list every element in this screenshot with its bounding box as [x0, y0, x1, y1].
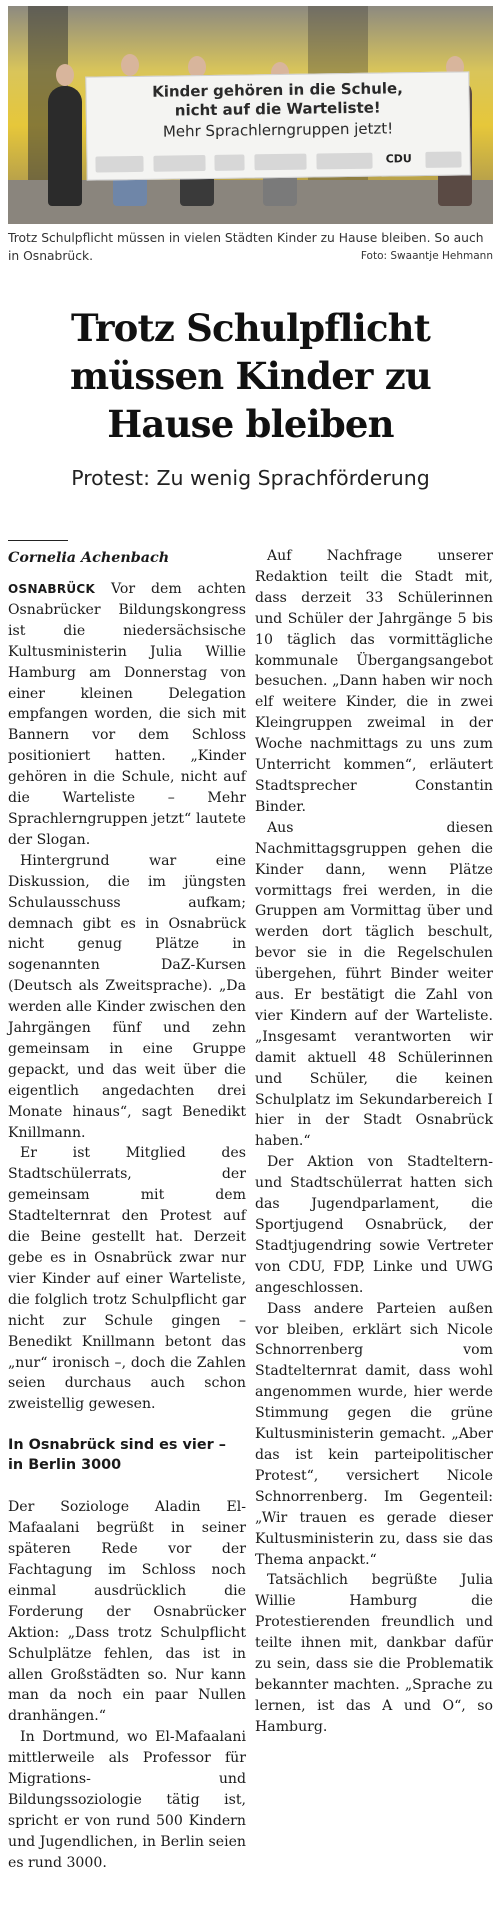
headline-line: Hause bleiben [107, 402, 394, 446]
paragraph: Hintergrund war eine Diskussion, die im jüngsten Schulausschuss aufkam; demnach gibt es in Osnabrück nicht genug Plätze in sogenannten DaZ-Kursen (Deutsch als Zweitsprache). „Da werden alle Kinder zwischen den Jahrgängen fünf und zehn gemeinsam in eine Gruppe gepackt, und das weit über die eigentlich angedachten drei Monate hinaus“, sagt Benedikt Knillmann. [8, 852, 246, 1141]
paragraph: In Dortmund, wo El-Mafaalani mittlerweile als Professor für Migrations- und Bildungssoziologie tätig ist, spricht er von rund 500 Kindern und Jugendlichen, in Berlin seien es rund 3000. [8, 1729, 246, 1871]
sponsor-logo [95, 156, 143, 173]
photo-caption [8, 229, 493, 265]
banner-logos [95, 148, 461, 175]
author-rule [8, 540, 68, 541]
cdu-logo: CDU [385, 152, 412, 166]
dateline: OSNABRÜCK [8, 582, 96, 596]
banner-line-1: Kinder gehören in die Schule, [152, 79, 403, 101]
protest-banner [85, 71, 470, 180]
qr-code-icon [215, 154, 245, 170]
paragraph: Tatsächlich begrüßte Julia Willie Hamburg die Protestierenden freundlich und teilte ihnen mit, dankbar dafür zu sein, dass sie die Problematik bekannter machten. „Sprache zu lernen, ist das A und O“, so Hamburg. [255, 1572, 493, 1735]
paragraph-text: Vor dem achten Osnabrücker Bildungskongress ist die niedersächsische Kultusministerin Julia Willie Hamburg am Donnerstag von einer kleinen Delegation empfangen worden, die sich mit Bannern vor dem Schloss positioniert hatten. „Kinder gehören in die Schule, nicht auf die Warteliste – Mehr Sprachlerngruppen jetzt“ lautete der Slogan. [8, 581, 247, 848]
paragraph [8, 579, 246, 851]
author-byline: Cornelia Achenbach [8, 550, 170, 566]
paragraph: Der Aktion von Stadteltern- und Stadtschülerrat hatten sich das Jugendparlament, die Sportjugend Osnabrück, der Stadtjugendring sowie Vertreter von CDU, FDP, Linke und UWG angeschlossen. [255, 1154, 493, 1296]
sponsor-logo [316, 153, 372, 170]
paragraph: Der Soziologe Aladin El-Mafaalani begrüßt in seiner späteren Rede vor der Fachtagung im Schloss noch einmal ausdrücklich die Forderung der Osnabrücker Aktion: „Dass trotz Schulpflicht Schulplätze fehlen, das ist in allen Großstädten so. Nur kann man da noch ein paar Nullen dranhängen.“ [8, 1499, 246, 1725]
subheading: In Osnabrück sind es vier – in Berlin 3000 [8, 1437, 226, 1474]
article-column-left [8, 540, 246, 1874]
photo-credit: Foto: Swaantje Hehmann [360, 250, 493, 262]
headline [0, 304, 501, 448]
paragraph: Er ist Mitglied des Stadtschülerrats, der gemeinsam mit dem Stadtelternrat den Protest auf die Beine gestellt hat. Derzeit gebe es in Osnabrück zwar nur vier Kinder auf einer Warteliste, die folglich trotz Schulpflicht gar nicht zur Schule gingen – Benedikt Knillmann betont das „nur“ ironisch –, doch die Zahlen seien durchaus auch schon zweistellig gewesen. [8, 1145, 246, 1413]
article-photo [8, 6, 493, 224]
headline-line: Trotz Schulpflicht [70, 306, 431, 350]
sponsor-logo [254, 154, 306, 171]
paragraph: Aus diesen Nachmittagsgruppen gehen die Kinder dann, wenn Plätze vormittags frei werden, in die Gruppen am Vormittag über und werden dort täglich beschult, bevor sie in die Regelschulen übergehen, führt Binder weiter aus. Er bestätigt die Zahl von vier Kindern auf der Warteliste. „Insgesamt verantworten wir damit aktuell 48 Schülerinnen und Schüler, die keinen Schulplatz im Sekundarbereich I hier in der Stadt Osnabrück haben.“ [255, 819, 493, 1150]
protester [48, 86, 82, 206]
subheadline: Protest: Zu wenig Sprachförderung [71, 466, 430, 490]
sponsor-logo [425, 151, 461, 168]
caption-text: Trotz Schulpflicht müssen in vielen Städten Kinder zu Hause bleiben. So auch in Osnabrück. [8, 231, 484, 263]
article-column-right [255, 546, 493, 1738]
paragraph: Auf Nachfrage unserer Redaktion teilt die Stadt mit, dass derzeit 33 Schülerinnen und Schüler der Jahrgänge 5 bis 10 täglich das vormittägliche kommunale Übergangsangebot besuchen. „Dann haben wir noch elf weitere Kinder, die in zwei Kleingruppen zweimal in der Woche nachmittags zu uns zum Unterricht kommen“, erläutert Stadtsprecher Constantin Binder. [255, 548, 493, 815]
sponsor-logo [153, 155, 205, 172]
paragraph: Dass andere Parteien außen vor bleiben, erklärt sich Nicole Schnorrenberg vom Stadtelternrat damit, dass wohl angenommen wurde, hier werde Stimmung gegen die grüne Kultusministerin gemacht. „Aber das ist kein parteipolitischer Protest“, versichert Nicole Schnorrenberg. Im Gegenteil: „Wir trauen es gerade dieser Kultusministerin zu, dass sie das Thema anpackt.“ [255, 1300, 493, 1568]
banner-line-2: nicht auf die Warteliste! [174, 98, 381, 120]
headline-line: müssen Kinder zu [69, 354, 432, 398]
banner-line-3: Mehr Sprachlerngruppen jetzt! [162, 119, 394, 141]
